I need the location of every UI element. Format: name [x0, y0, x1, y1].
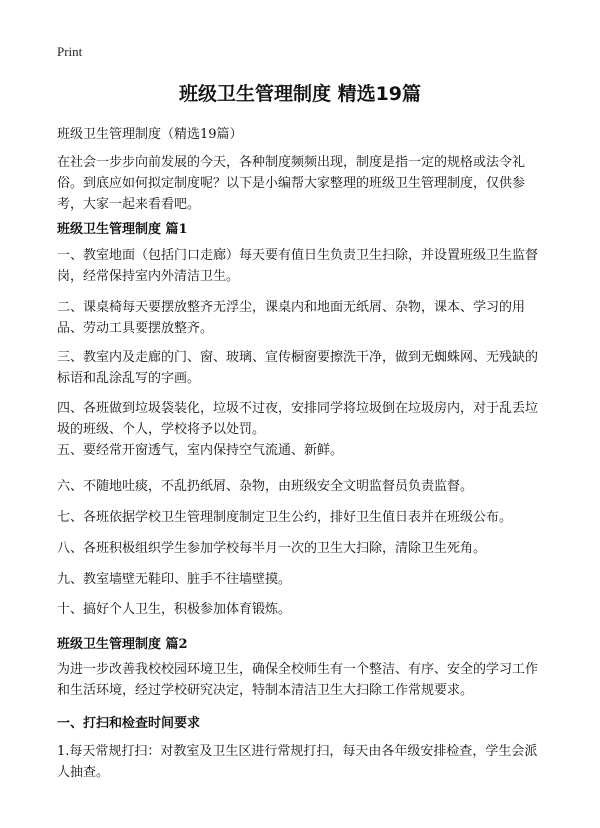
list-item: 七、各班依据学校卫生管理制度制定卫生公约，排好卫生值日表并在班级公布。	[57, 510, 513, 525]
list-item: 四、各班做到垃圾袋装化，垃圾不过夜，安排同学将垃圾倒在垃圾房内，对于乱丢垃圾的班级、个人，学校将予以处罚。	[57, 401, 539, 437]
page-title: 班级卫生管理制度 精选19篇	[178, 83, 422, 105]
print-link[interactable]: Print	[57, 44, 83, 59]
list-item: 九、教室墙壁无鞋印、脏手不往墙壁摸。	[57, 572, 292, 587]
intro-paragraph: 在社会一步步向前发展的今天，各种制度频频出现，制度是指一定的规格或法令礼俗。到底应如何拟定制度呢？以下是小编帮大家整理的班级卫生管理制度，仅供参考，大家一起来看看吧。	[57, 155, 526, 212]
list-item: 三、教室内及走廊的门、窗、玻璃、宣传橱窗要擦洗干净，做到无蜘蛛网、无残缺的标语和乱涂乱写的字画。	[57, 350, 539, 386]
list-item: 八、各班积极组织学生参加学校每半月一次的卫生大扫除，清除卫生死角。	[57, 541, 487, 556]
list-item: 十、搞好个人卫生，积极参加体育锻炼。	[57, 602, 292, 617]
list-item: 二、课桌椅每天要摆放整齐无浮尘，课桌内和地面无纸屑、杂物，课本、学习的用品、劳动工具要摆放整齐。	[57, 300, 526, 336]
section-heading-2: 班级卫生管理制度 篇2	[57, 637, 188, 652]
list-item: 一、教室地面（包括门口走廊）每天要有值日生负责卫生扫除，并设置班级卫生监督岗，经常保持室内外清洁卫生。	[57, 248, 539, 284]
section-2-intro: 为进一步改善我校校园环境卫生，确保全校师生有一个整洁、有序、安全的学习工作和生活环境，经过学校研究决定，特制本清洁卫生大扫除工作常规要求。	[57, 662, 539, 698]
list-item: 1.每天常规打扫：对教室及卫生区进行常规打扫，每天由各年级安排检查，学生会派人抽查。	[57, 744, 538, 780]
list-item: 六、不随地吐痰，不乱扔纸屑、杂物，由班级安全文明监督员负责监督。	[57, 479, 474, 494]
section-2-subheading: 一、打扫和检查时间要求	[57, 716, 201, 731]
document-subtitle: 班级卫生管理制度（精选19篇）	[57, 127, 243, 142]
section-heading-1: 班级卫生管理制度 篇1	[57, 222, 188, 237]
list-item: 五、要经常开窗透气，室内保持空气流通、新鲜。	[57, 443, 344, 458]
